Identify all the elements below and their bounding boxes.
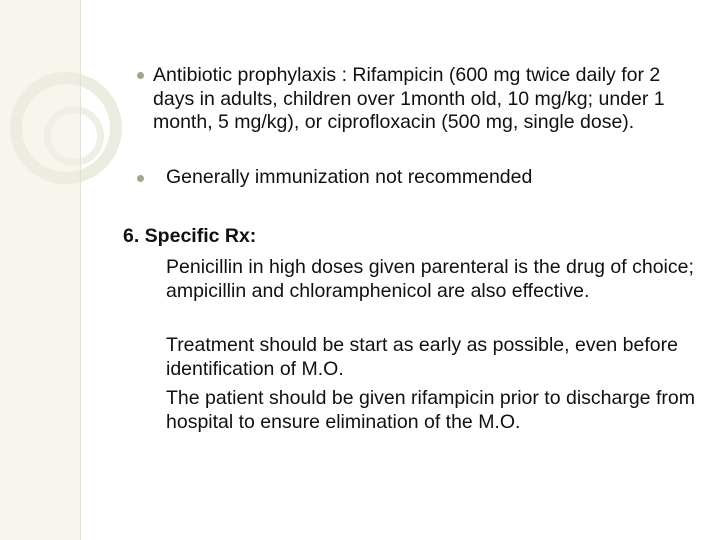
bullet-dot-icon <box>137 175 144 182</box>
decorative-ring-inner <box>44 106 104 166</box>
section-heading: 6. Specific Rx: <box>123 225 257 247</box>
side-panel-divider <box>80 0 81 540</box>
bullet-immunization: Generally immunization not recommended <box>166 166 533 188</box>
bullet-prophylaxis: Antibiotic prophylaxis : Rifampicin (600 mg twice daily for 2 days in adults, children over 1month old, 10 mg/kg; under 1 month, 5 mg/kg), or ciprofloxacin (500 mg, single dose). <box>153 64 665 133</box>
paragraph-treatment-start: Treatment should be start as early as possible, even before identification of M.O. <box>166 334 678 380</box>
paragraph-rifampicin-discharge: The patient should be given rifampicin prior to discharge from hospital to ensure elimination of the M.O. <box>166 387 695 433</box>
paragraph-penicillin: Penicillin in high doses given parenteral is the drug of choice; ampicillin and chloramphenicol are also effective. <box>166 256 694 302</box>
bullet-dot-icon <box>137 72 144 79</box>
